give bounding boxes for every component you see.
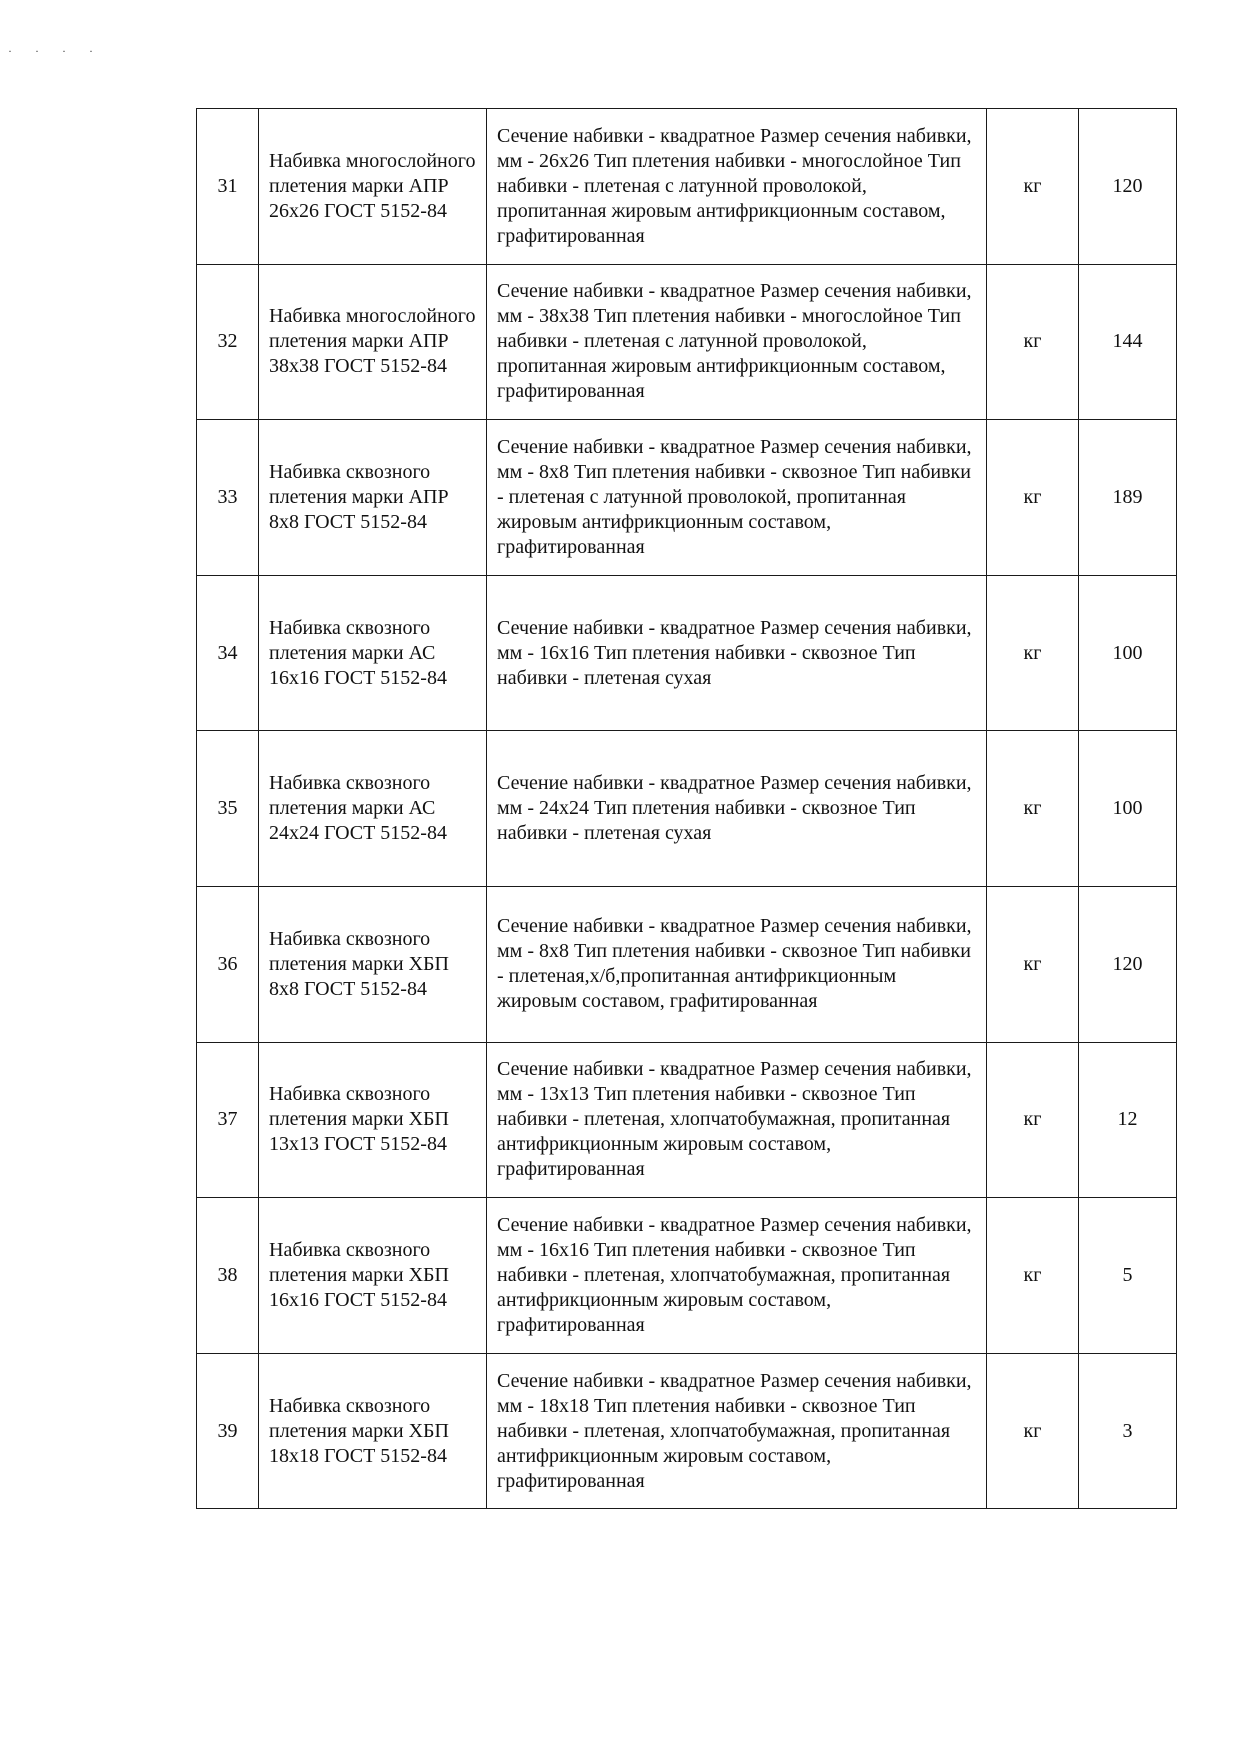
quantity: 120 <box>1079 109 1177 265</box>
unit-of-measure: кг <box>987 731 1079 887</box>
item-specification: Сечение набивки - квадратное Размер сечения набивки, мм - 24х24 Тип плетения набивки - сквозное Тип набивки - плетеная сухая <box>487 731 987 887</box>
unit-of-measure: кг <box>987 575 1079 731</box>
quantity: 12 <box>1079 1042 1177 1198</box>
item-specification: Сечение набивки - квадратное Размер сечения набивки, мм - 16х16 Тип плетения набивки - сквозное Тип набивки - плетеная, хлопчатобумажная, пропитанная антифрикционным жировым составом, графитированная <box>487 1198 987 1354</box>
item-specification: Сечение набивки - квадратное Размер сечения набивки, мм - 13х13 Тип плетения набивки - сквозное Тип набивки - плетеная, хлопчатобумажная, пропитанная антифрикционным жировым составом, графитированная <box>487 1042 987 1198</box>
item-name: Набивка сквозного плетения марки ХБП 18х18 ГОСТ 5152-84 <box>259 1353 487 1509</box>
unit-of-measure: кг <box>987 109 1079 265</box>
scan-specks: · · · · <box>8 44 103 58</box>
table-row <box>197 575 1177 731</box>
table-row <box>197 264 1177 420</box>
quantity: 3 <box>1079 1353 1177 1509</box>
item-name: Набивка сквозного плетения марки АС 24х24 ГОСТ 5152-84 <box>259 731 487 887</box>
table-row <box>197 420 1177 576</box>
item-specification: Сечение набивки - квадратное Размер сечения набивки, мм - 8х8 Тип плетения набивки - сквозное Тип набивки - плетеная с латунной проволокой, пропитанная жировым антифрикционным составом, графитированная <box>487 420 987 576</box>
table-row <box>197 886 1177 1042</box>
unit-of-measure: кг <box>987 264 1079 420</box>
item-specification: Сечение набивки - квадратное Размер сечения набивки, мм - 16х16 Тип плетения набивки - сквозное Тип набивки - плетеная сухая <box>487 575 987 731</box>
item-name: Набивка многослойного плетения марки АПР 26х26 ГОСТ 5152-84 <box>259 109 487 265</box>
quantity: 189 <box>1079 420 1177 576</box>
item-specification: Сечение набивки - квадратное Размер сечения набивки, мм - 18х18 Тип плетения набивки - сквозное Тип набивки - плетеная, хлопчатобумажная, пропитанная антифрикционным жировым составом, графитированная <box>487 1353 987 1509</box>
row-number: 36 <box>197 886 259 1042</box>
specification-table <box>196 108 1177 1509</box>
item-name: Набивка сквозного плетения марки ХБП 8х8 ГОСТ 5152-84 <box>259 886 487 1042</box>
item-name: Набивка сквозного плетения марки ХБП 13х13 ГОСТ 5152-84 <box>259 1042 487 1198</box>
item-specification: Сечение набивки - квадратное Размер сечения набивки, мм - 8х8 Тип плетения набивки - сквозное Тип набивки - плетеная,х/б,пропитанная антифрикционным жировым составом, графитированная <box>487 886 987 1042</box>
table-row <box>197 109 1177 265</box>
unit-of-measure: кг <box>987 420 1079 576</box>
item-name: Набивка сквозного плетения марки АПР 8х8 ГОСТ 5152-84 <box>259 420 487 576</box>
row-number: 33 <box>197 420 259 576</box>
row-number: 31 <box>197 109 259 265</box>
table-row <box>197 1353 1177 1509</box>
row-number: 32 <box>197 264 259 420</box>
row-number: 34 <box>197 575 259 731</box>
item-specification: Сечение набивки - квадратное Размер сечения набивки, мм - 26х26 Тип плетения набивки - многослойное Тип набивки - плетеная с латунной проволокой, пропитанная жировым антифрикционным составом, графитированная <box>487 109 987 265</box>
quantity: 100 <box>1079 731 1177 887</box>
row-number: 35 <box>197 731 259 887</box>
table-row <box>197 731 1177 887</box>
table-row <box>197 1198 1177 1354</box>
quantity: 5 <box>1079 1198 1177 1354</box>
item-name: Набивка сквозного плетения марки АС 16х16 ГОСТ 5152-84 <box>259 575 487 731</box>
item-name: Набивка многослойного плетения марки АПР 38х38 ГОСТ 5152-84 <box>259 264 487 420</box>
unit-of-measure: кг <box>987 886 1079 1042</box>
row-number: 38 <box>197 1198 259 1354</box>
quantity: 120 <box>1079 886 1177 1042</box>
unit-of-measure: кг <box>987 1198 1079 1354</box>
unit-of-measure: кг <box>987 1042 1079 1198</box>
row-number: 37 <box>197 1042 259 1198</box>
quantity: 144 <box>1079 264 1177 420</box>
specification-table-wrapper <box>196 108 1176 1509</box>
unit-of-measure: кг <box>987 1353 1079 1509</box>
table-row <box>197 1042 1177 1198</box>
quantity: 100 <box>1079 575 1177 731</box>
item-specification: Сечение набивки - квадратное Размер сечения набивки, мм - 38х38 Тип плетения набивки - многослойное Тип набивки - плетеная с латунной проволокой, пропитанная жировым антифрикционным составом, графитированная <box>487 264 987 420</box>
item-name: Набивка сквозного плетения марки ХБП 16х16 ГОСТ 5152-84 <box>259 1198 487 1354</box>
row-number: 39 <box>197 1353 259 1509</box>
